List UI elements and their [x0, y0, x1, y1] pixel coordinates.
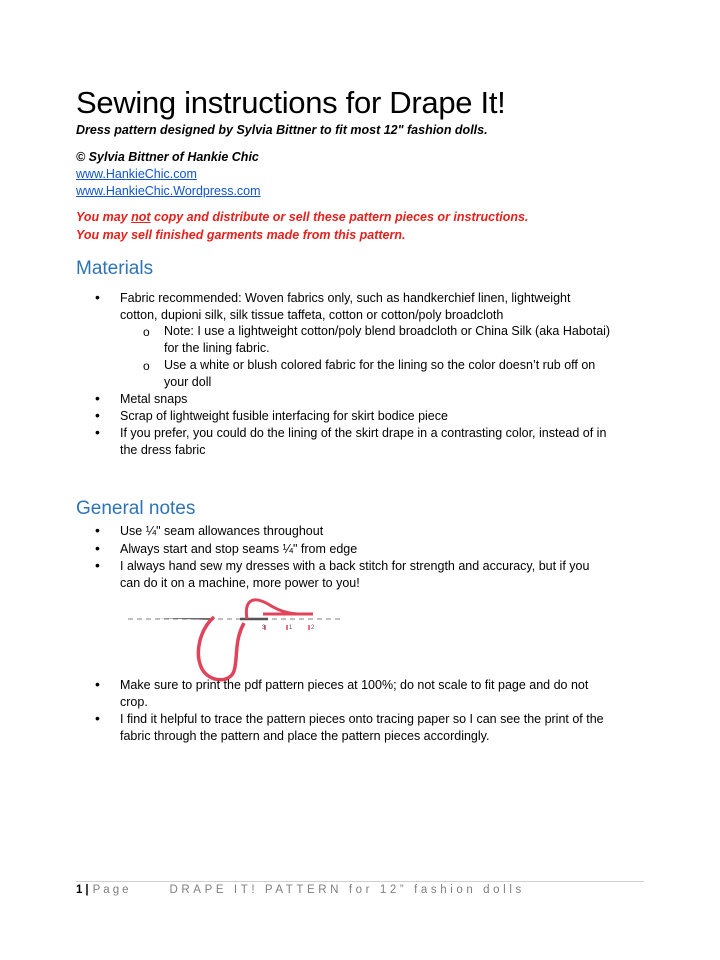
footer-pattern-text: DRAPE IT! PATTERN for 12” fashion dolls: [169, 884, 525, 896]
materials-fabric-line-1: Fabric recommended: Woven fabrics only, such as handkerchief linen, lightweight: [120, 291, 571, 305]
warning-line-1: You may not copy and distribute or sell these pattern pieces or instructions.: [76, 210, 529, 224]
circle-bullet-icon: o: [143, 325, 150, 339]
bullet-icon: •: [95, 289, 100, 305]
bullet-icon: •: [95, 540, 100, 556]
bullet-icon: •: [95, 390, 100, 406]
bullet-icon: •: [95, 424, 100, 440]
materials-interfacing: Scrap of lightweight fusible interfacing for skirt bodice piece: [120, 409, 448, 423]
materials-note-2-line-1: Use a white or blush colored fabric for the lining so the color doesn’t rub off on: [164, 358, 596, 372]
materials-lining-line-1: If you prefer, you could do the lining of the skirt drape in a contrasting color, instead of in: [120, 426, 607, 440]
thread-loop-top: [246, 600, 298, 619]
materials-note-1-line-1: Note: I use a lightweight cotton/poly blend broadcloth or China Silk (aka Habotai): [164, 324, 611, 338]
bullet-icon: •: [95, 676, 100, 692]
materials-lining-line-2: the dress fabric: [120, 443, 206, 457]
back-stitch-illustration: [126, 591, 346, 683]
materials-heading: Materials: [76, 258, 154, 279]
footer-page-label: Page: [92, 884, 132, 896]
general-hand-line-2: can do it on a machine, more power to you!: [120, 576, 360, 590]
general-trace-line-1: I find it helpful to trace the pattern pieces onto tracing paper so I can see the print of the: [120, 712, 604, 726]
general-trace-line-2: fabric through the pattern and place the pattern pieces accordingly.: [120, 729, 490, 743]
general-seam: Use ¼" seam allowances throughout: [120, 524, 324, 538]
link-hankiechic-wordpress[interactable]: www.HankieChic.Wordpress.com: [76, 184, 261, 198]
copyright: © Sylvia Bittner of Hankie Chic: [76, 150, 259, 164]
stitch-label-2: 2: [311, 625, 315, 631]
bullet-icon: •: [95, 407, 100, 423]
stitch-label-3: 3: [262, 625, 266, 631]
bullet-icon: •: [95, 522, 100, 538]
thread-loop-bottom: [198, 617, 244, 680]
general-start: Always start and stop seams ¼" from edge: [120, 542, 358, 556]
warning-line-2: You may sell finished garments made from this pattern.: [76, 228, 406, 242]
materials-note-2-line-2: your doll: [164, 375, 212, 389]
general-hand-line-1: I always hand sew my dresses with a back stitch for strength and accuracy, but if you: [120, 559, 590, 573]
warning-not: not: [131, 210, 151, 224]
bullet-icon: •: [95, 557, 100, 573]
link-hankiechic[interactable]: www.HankieChic.com: [76, 167, 197, 181]
materials-snaps: Metal snaps: [120, 392, 188, 406]
bullet-icon: •: [95, 710, 100, 726]
general-print-line-2: crop.: [120, 695, 148, 709]
materials-fabric-line-2: cotton, dupioni silk, silk tissue taffeta, cotton or cotton/poly broadcloth: [120, 308, 504, 322]
materials-note-1-line-2: for the lining fabric.: [164, 341, 270, 355]
footer-separator: |: [85, 884, 89, 896]
footer-page-number: 1: [76, 884, 83, 896]
page-footer: [76, 884, 525, 896]
page-title: Sewing instructions for Drape It!: [76, 85, 506, 120]
stitch-label-1: 1: [289, 625, 293, 631]
general-notes-heading: General notes: [76, 498, 196, 519]
subtitle: Dress pattern designed by Sylvia Bittner to fit most 12" fashion dolls.: [76, 123, 488, 137]
circle-bullet-icon: o: [143, 359, 150, 373]
footer-rule: [76, 881, 644, 882]
general-print-line-1: Make sure to print the pdf pattern pieces at 100%; do not scale to fit page and do not: [120, 678, 589, 692]
